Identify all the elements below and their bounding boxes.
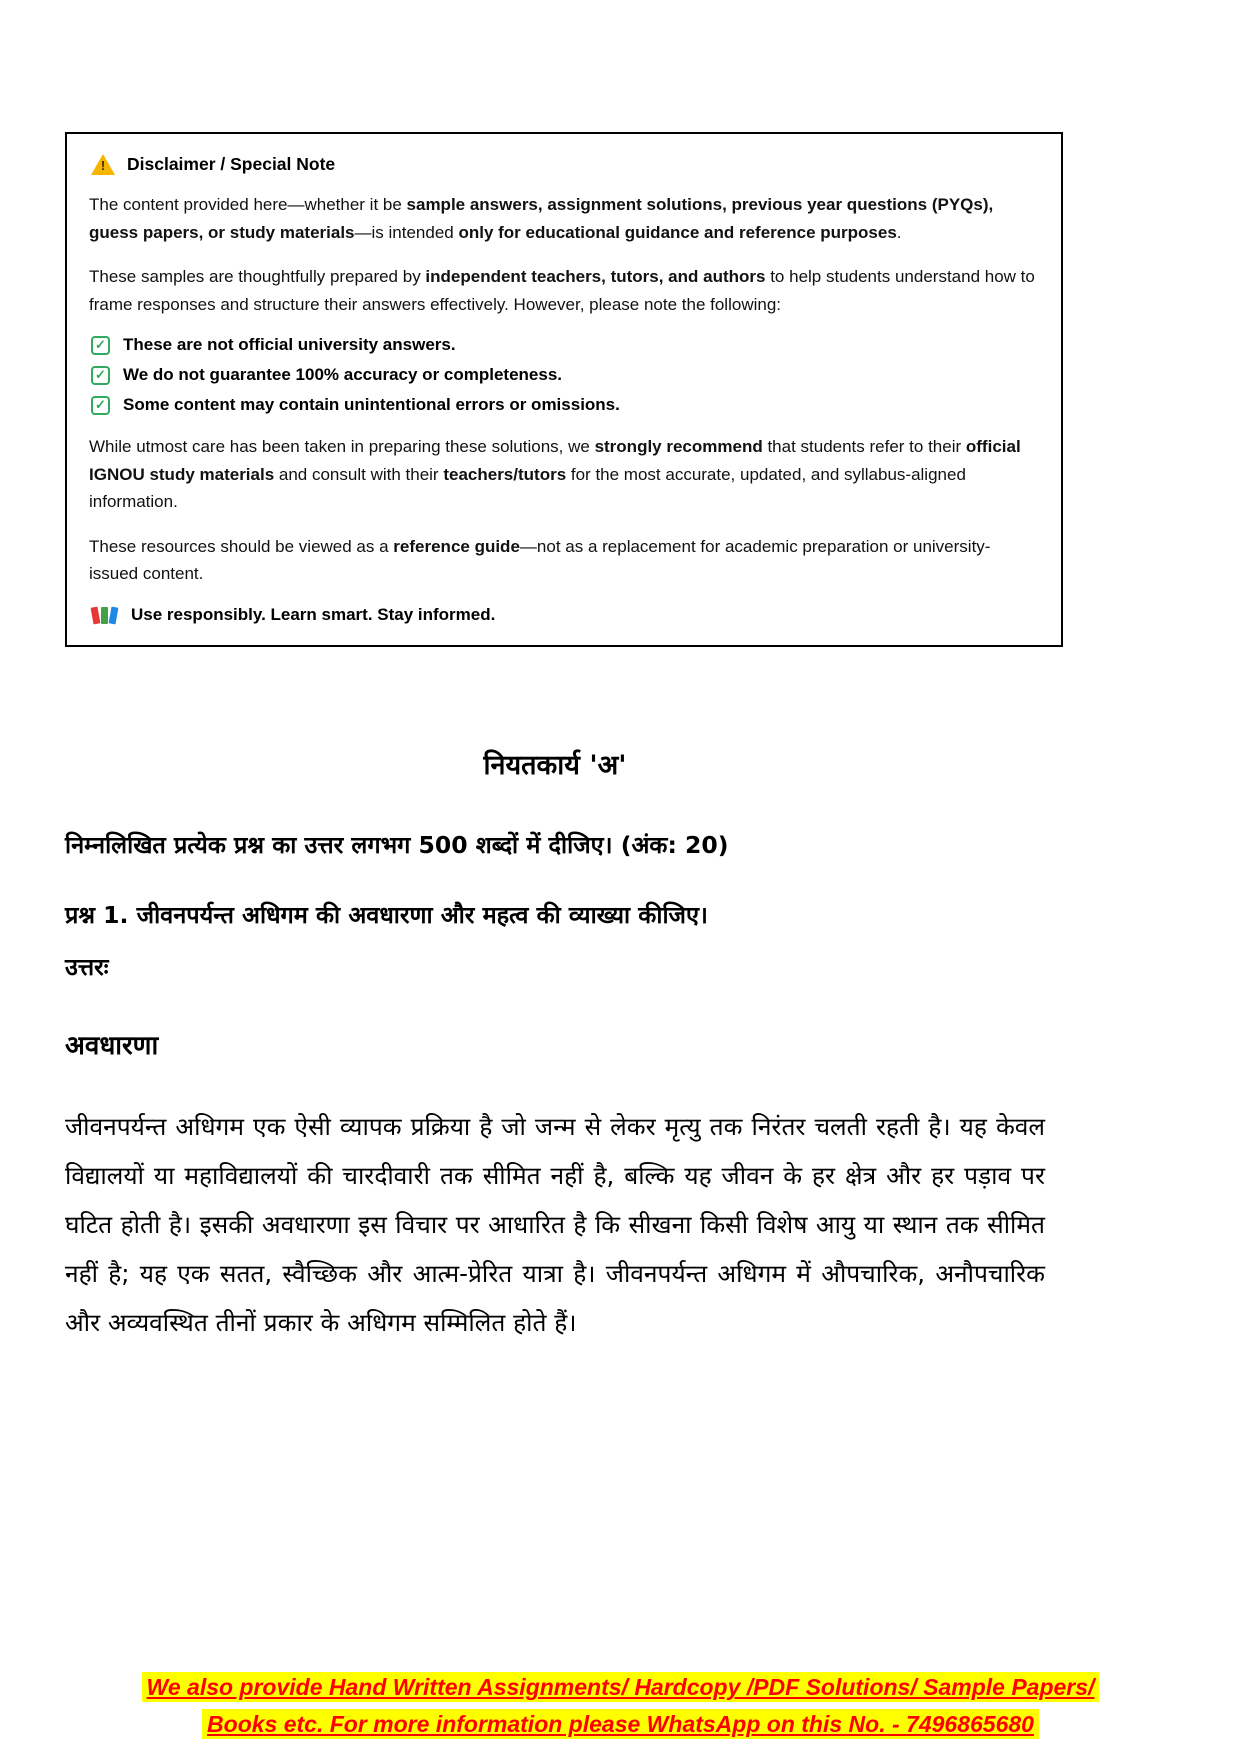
text-segment: While utmost care has been taken in preparing these solutions, we [89,437,595,457]
section-heading-concept: अवधारणा [65,1031,159,1061]
answer-label: उत्तरः [65,953,109,981]
assignment-instruction: निम्नलिखित प्रत्येक प्रश्न का उत्तर लगभग 500 शब्दों में दीजिए। (अंक: 20) [65,831,729,859]
text-segment-bold: only for educational guidance and reference purposes [458,222,897,242]
text-segment-bold: reference guide [393,536,520,556]
disclaimer-paragraph-2 [89,263,1037,318]
text-segment: —not as a replacement for academic preparation or university-issued content. [89,536,991,584]
answer-paragraph: जीवनपर्यन्त अधिगम एक ऐसी व्यापक प्रक्रिया है जो जन्म से लेकर मृत्यु तक निरंतर चलती रहती है। यह केवल विद्यालयों या महाविद्यालयों की चारदीवारी तक सीमित नहीं है, बल्कि यह जीवन के हर क्षेत्र और हर पड़ाव पर घटित होती है। इसकी अवधारणा इस विचार पर आधारित है कि सीखना किसी विशेष आयु या स्थान तक सीमित नहीं है; यह एक सतत, स्वैच्छिक और आत्म-प्रेरित यात्रा है। जीवनपर्यन्त अधिगम में औपचारिक, अनौपचारिक और अव्यवस्थित तीनों प्रकार के अधिगम सम्मिलित होते हैं। [65,1112,1045,1337]
disclaimer-checklist [91,335,1037,415]
question-1: प्रश्न 1. जीवनपर्यन्त अधिगम की अवधारणा और महत्व की व्याख्या कीजिए। [65,901,708,929]
checklist-item [91,365,1037,385]
disclaimer-title: Disclaimer / Special Note [127,154,336,174]
checklist-item-text: These are not official university answers. [123,335,456,355]
text-segment: The content provided here—whether it be [89,195,407,214]
checklist-item-text: Some content may contain unintentional errors or omissions. [123,395,620,415]
books-icon [91,605,119,625]
text-segment-bold: teachers/tutors [443,464,567,484]
text-segment: These samples are thoughtfully prepared by [89,267,426,287]
promo-line [0,1669,1241,1706]
checklist-item [91,395,1037,415]
assignment-content [65,745,1045,1347]
promo-footer [0,1669,1241,1743]
promo-line-2-text: Books etc. For more information please WhatsApp on this No. - 7496865680 [202,1709,1039,1739]
checklist-item-text: We do not guarantee 100% accuracy or completeness. [123,365,563,385]
promo-line [0,1706,1241,1743]
text-segment-bold: sample answers, assignment solutions, previous year questions (PYQs), guess papers, or study materials [89,195,994,242]
disclaimer-header [91,154,1037,175]
checklist-item [91,335,1037,355]
text-segment: —is intended [354,222,459,242]
text-segment-bold: official IGNOU study materials [89,437,1021,484]
check-icon [91,396,110,415]
check-icon [91,366,110,385]
text-segment: These resources should be viewed as a [89,536,394,556]
disclaimer-box [65,132,1063,647]
disclaimer-paragraph-1 [89,191,1037,246]
text-segment: . [896,222,902,242]
disclaimer-footer-text: Use responsibly. Learn smart. Stay informed. [131,604,496,624]
text-segment: that students refer to their [762,437,966,457]
assignment-heading: नियतकार्य 'अ' [483,750,627,781]
disclaimer-footer [91,605,1037,625]
text-segment-bold: strongly recommend [594,437,763,457]
text-segment: to help students understand how to frame responses and structure their answers effectively. However, please note the following: [89,267,1035,314]
disclaimer-paragraph-3 [89,433,1037,516]
text-segment-bold: independent teachers, tutors, and authors [425,267,766,287]
disclaimer-paragraph-4 [89,533,1037,588]
warning-icon [91,154,115,175]
promo-line-1-text: We also provide Hand Written Assignments/ Hardcopy /PDF Solutions/ Sample Papers/ [142,1672,1100,1702]
check-icon [91,336,110,355]
text-segment: and consult with their [274,464,444,484]
text-segment: for the most accurate, updated, and syllabus-aligned information. [89,464,966,512]
